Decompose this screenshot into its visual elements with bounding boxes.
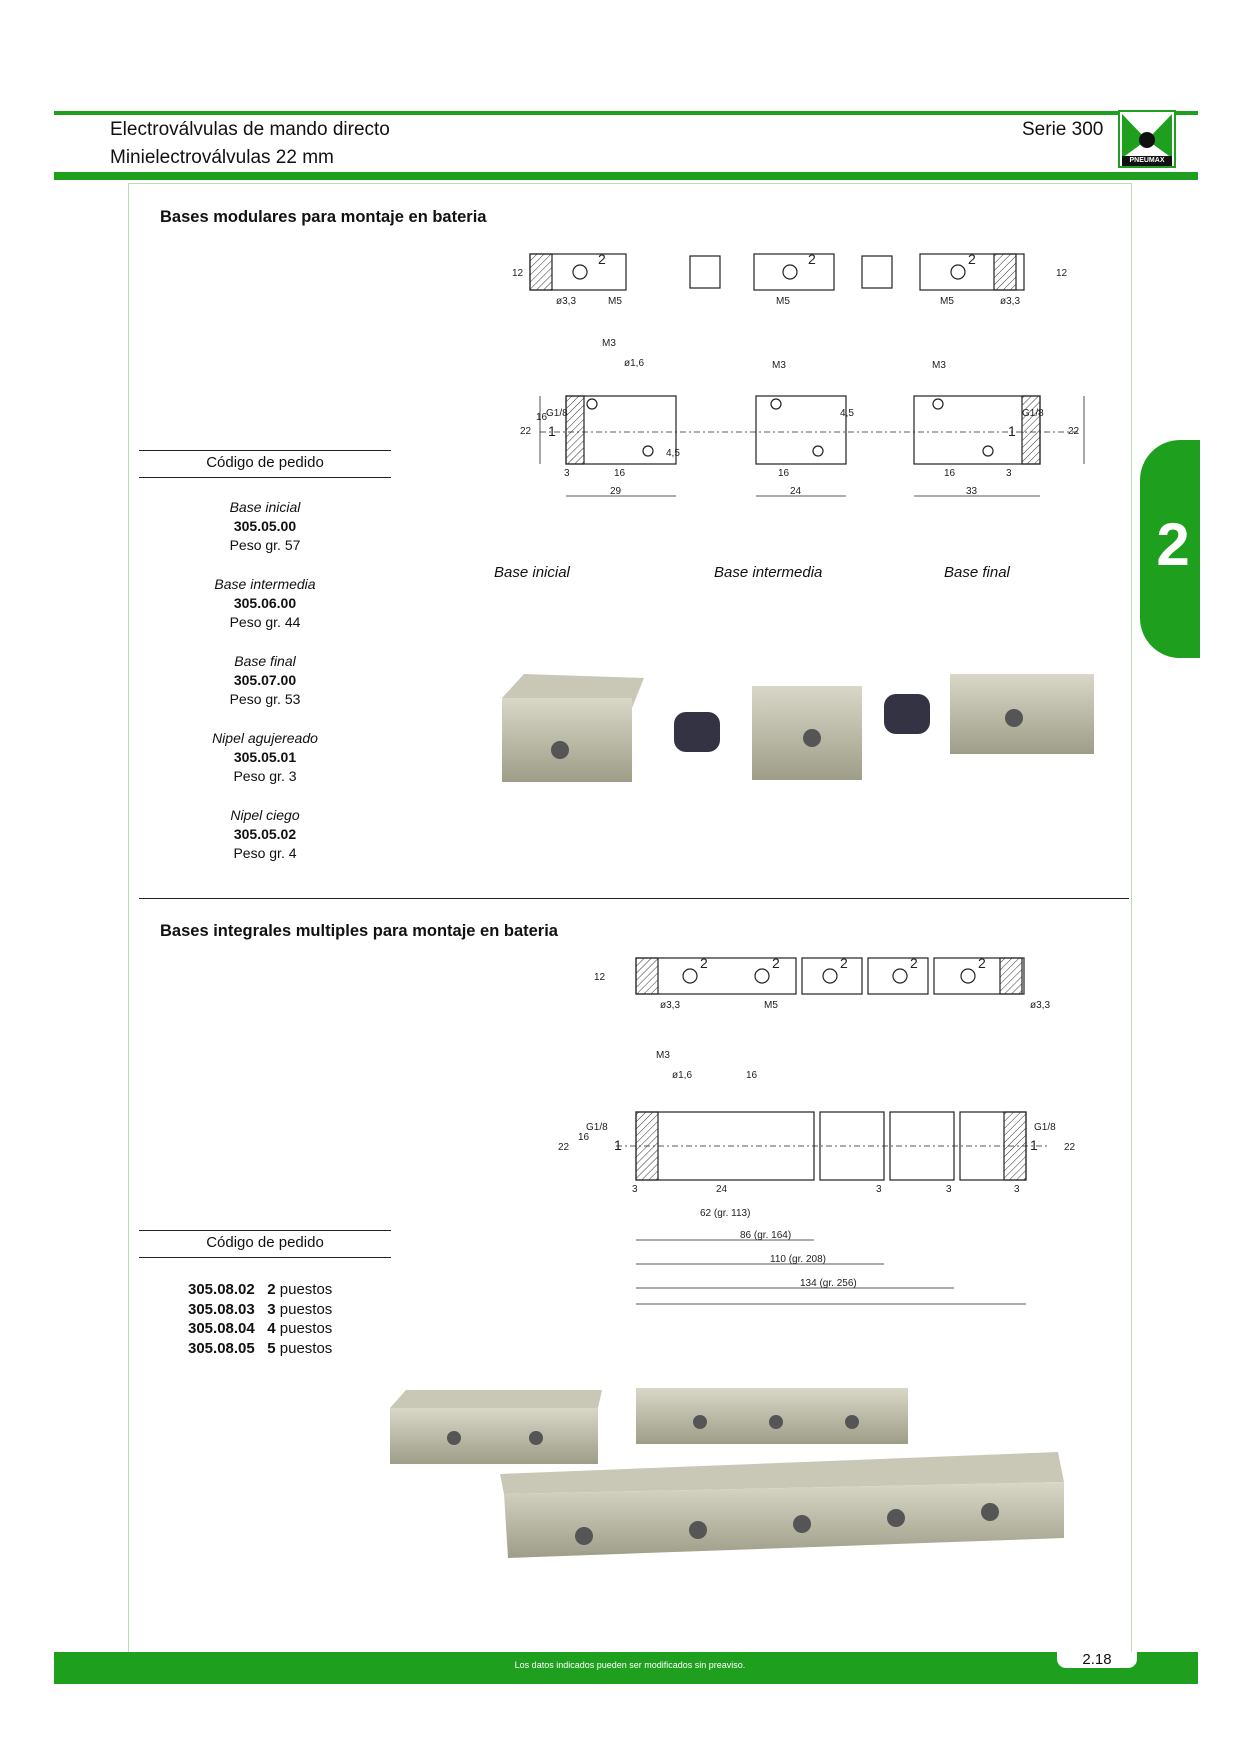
dim-m5: M5 [608, 296, 622, 307]
dim-16: 16 [536, 412, 548, 423]
dim-m5: M5 [764, 1000, 778, 1011]
photo-port [575, 1527, 593, 1545]
dim-45: 4,5 [666, 448, 680, 459]
bar-top [390, 1390, 602, 1408]
dim-16-bottom-c: 16 [944, 468, 956, 479]
row-unit: puestos [279, 1281, 333, 1298]
dim-port-1: 1 [614, 1137, 622, 1153]
dim-12: 12 [594, 972, 606, 983]
dim-12: 12 [512, 268, 524, 279]
hole [771, 399, 781, 409]
photo-port [689, 1521, 707, 1539]
hole [587, 399, 597, 409]
page-number: 2.18 [1056, 1652, 1138, 1669]
section1-technical-drawing [480, 240, 1100, 510]
row-unit: puestos [279, 1300, 333, 1318]
dim-22: 22 [520, 426, 532, 437]
item-weight: Peso gr. 53 [229, 691, 301, 707]
caption-base-final: Base final [944, 564, 1010, 581]
dim-3c: 3 [946, 1184, 952, 1195]
photo-manifold-3 [636, 1388, 908, 1444]
hatch-inicial [530, 254, 552, 290]
row-code: 305.08.02 [188, 1281, 255, 1298]
dim-port-2c: 2 [968, 251, 976, 267]
dim-16: 16 [578, 1132, 590, 1143]
photo-port [447, 1431, 461, 1445]
dim-m5c: M5 [940, 296, 954, 307]
dim-3: 3 [564, 468, 570, 479]
dim-g18: G1/8 [586, 1122, 608, 1133]
dim-110: 110 (gr. 208) [770, 1254, 826, 1265]
dim-3d: 3 [1014, 1184, 1020, 1195]
item-code: 305.07.00 [233, 672, 297, 688]
nipple-top [690, 256, 720, 288]
dim-16-bottom: 16 [614, 468, 626, 479]
chapter-tab-number: 2 [1156, 511, 1190, 578]
hole [983, 446, 993, 456]
item-code: 305.06.00 [233, 595, 297, 611]
header-title-line1: Electroválvulas de mando directo [110, 119, 390, 140]
item-weight: Peso gr. 57 [229, 537, 301, 553]
port-hole [893, 969, 907, 983]
brand-logo [1118, 110, 1176, 168]
multi-top-view-3 [802, 958, 862, 994]
photo-manifold-5 [504, 1482, 1064, 1558]
item-code: 305.05.01 [233, 749, 297, 765]
dim-phi33: ø3,3 [660, 1000, 681, 1011]
dim-port-2e: 2 [978, 955, 986, 971]
row-count: 3 [267, 1300, 276, 1318]
dim-45b: 4,5 [840, 408, 854, 419]
hatch-final [994, 254, 1016, 290]
row-code: 305.08.03 [188, 1300, 255, 1318]
photo-port [845, 1415, 859, 1429]
dim-22b: 22 [1064, 1142, 1076, 1153]
photo-port [1005, 709, 1023, 727]
dim-port-2b: 2 [808, 251, 816, 267]
header-series: Serie 300 [1022, 119, 1104, 140]
port-hole [683, 969, 697, 983]
dim-port-2b: 2 [772, 955, 780, 971]
photo-base-inicial [502, 698, 632, 782]
order-item-base-intermedia [139, 575, 391, 632]
multi-top-view-4 [868, 958, 928, 994]
item-weight: Peso gr. 3 [233, 768, 297, 784]
dim-29: 29 [610, 486, 622, 497]
dim-24: 24 [790, 486, 802, 497]
photo-port [981, 1503, 999, 1521]
dim-port-1b: 1 [1008, 423, 1016, 439]
order-row-2 [188, 1280, 332, 1300]
order-item-nipel-agujereado [139, 729, 391, 786]
section2-order-rule-bottom [139, 1257, 391, 1258]
order-item-base-inicial [139, 498, 391, 555]
row-code: 305.08.04 [188, 1320, 255, 1337]
item-weight: Peso gr. 4 [233, 845, 297, 861]
photo-port [887, 1509, 905, 1527]
caption-base-intermedia: Base intermedia [714, 564, 823, 581]
dim-port-2: 2 [700, 955, 708, 971]
item-name: Base intermedia [214, 576, 316, 592]
dim-16-bottom-b: 16 [778, 468, 790, 479]
dim-port-2c: 2 [840, 955, 848, 971]
logo-text: PNEUMAX [1129, 157, 1165, 164]
dim-phi33b: ø3,3 [1030, 1000, 1051, 1011]
dim-3b: 3 [1006, 468, 1012, 479]
order-row-3 [188, 1300, 332, 1320]
section1-product-photo [494, 668, 1104, 788]
dim-33: 33 [966, 486, 978, 497]
order-item-base-final [139, 652, 391, 709]
dim-16-top: 16 [746, 1070, 758, 1081]
row-count: 5 [267, 1339, 276, 1357]
row-count: 4 [267, 1320, 276, 1337]
dim-phi16: ø1,6 [672, 1070, 693, 1081]
dim-m3b: M3 [772, 360, 786, 371]
port-hole [823, 969, 837, 983]
section2-title: Bases integrales multiples para montaje en bateria [160, 922, 558, 940]
section2-order-heading: Código de pedido [206, 1234, 324, 1251]
dim-22: 22 [558, 1142, 570, 1153]
dim-port-2: 2 [598, 251, 606, 267]
row-count: 2 [267, 1281, 276, 1298]
order-row-5 [188, 1339, 332, 1359]
footer-note: Los datos indicados pueden ser modificados sin preaviso. [514, 1660, 746, 1670]
dim-12b: 12 [1056, 268, 1068, 279]
photo-port [803, 729, 821, 747]
port-hole [755, 969, 769, 983]
dim-m5b: M5 [776, 296, 790, 307]
section1-order-rule-top [139, 450, 391, 451]
item-name: Base final [234, 653, 296, 669]
header-bottom-bar [54, 172, 1198, 180]
dim-port-1: 1 [548, 423, 556, 439]
hatch [566, 396, 584, 464]
dim-24: 24 [716, 1184, 728, 1195]
hatch [1022, 396, 1040, 464]
dim-g18b: G1/8 [1022, 408, 1044, 419]
photo-nipple [674, 712, 720, 752]
dim-phi16: ø1,6 [624, 358, 645, 369]
item-weight: Peso gr. 44 [229, 614, 301, 630]
dim-m3: M3 [602, 338, 616, 349]
row-code: 305.08.05 [188, 1339, 255, 1357]
header-top-bar [54, 111, 1198, 115]
section2-order-list [188, 1280, 332, 1358]
dim-g18: G1/8 [546, 408, 568, 419]
section1-order-rule-bottom [139, 477, 391, 478]
item-code: 305.05.00 [233, 518, 297, 534]
photo-port [551, 741, 569, 759]
port-hole [573, 265, 587, 279]
dim-m3: M3 [656, 1050, 670, 1061]
top-view-intermedia [754, 254, 834, 290]
dim-g18b: G1/8 [1034, 1122, 1056, 1133]
side-view-intermedia [756, 396, 846, 464]
dim-m3c: M3 [932, 360, 946, 371]
dim-port-2d: 2 [910, 955, 918, 971]
photo-port [793, 1515, 811, 1533]
order-item-nipel-ciego [139, 806, 391, 863]
caption-base-inicial: Base inicial [494, 564, 570, 581]
item-name: Base inicial [229, 499, 301, 515]
row-unit: puestos [279, 1339, 333, 1357]
dim-phi33b: ø3,3 [1000, 296, 1021, 307]
port-hole [961, 969, 975, 983]
port-hole [951, 265, 965, 279]
section1-title: Bases modulares para montaje en bateria [160, 208, 487, 226]
hole [933, 399, 943, 409]
dim-3: 3 [632, 1184, 638, 1195]
photo-port [529, 1431, 543, 1445]
dim-22b: 22 [1068, 426, 1080, 437]
hatch [636, 958, 658, 994]
photo-port [693, 1415, 707, 1429]
hole [643, 446, 653, 456]
hole [813, 446, 823, 456]
section2-product-photo [388, 1386, 1078, 1566]
item-code: 305.05.02 [233, 826, 297, 842]
item-name: Nipel ciego [230, 807, 300, 823]
dim-134: 134 (gr. 256) [800, 1278, 857, 1289]
nipple-top-2 [862, 256, 892, 288]
photo-port [769, 1415, 783, 1429]
photo-nipple [884, 694, 930, 734]
section2-order-rule-top [139, 1230, 391, 1231]
item-name: Nipel agujereado [212, 730, 318, 746]
photo-manifold-2 [390, 1408, 598, 1464]
dim-phi33: ø3,3 [556, 296, 577, 307]
port-hole [783, 265, 797, 279]
dim-62: 62 (gr. 113) [700, 1208, 751, 1219]
order-row-4 [188, 1319, 332, 1339]
header-title-line2: Minielectroválvulas 22 mm [110, 147, 334, 168]
hatch [1000, 958, 1022, 994]
dim-86: 86 (gr. 164) [740, 1230, 792, 1241]
section1-order-heading: Código de pedido [206, 454, 324, 471]
row-unit: puestos [279, 1320, 333, 1337]
section-separator [139, 898, 1129, 899]
dim-port-1b: 1 [1030, 1137, 1038, 1153]
dim-3b: 3 [876, 1184, 882, 1195]
section2-technical-drawing [550, 946, 1090, 1306]
